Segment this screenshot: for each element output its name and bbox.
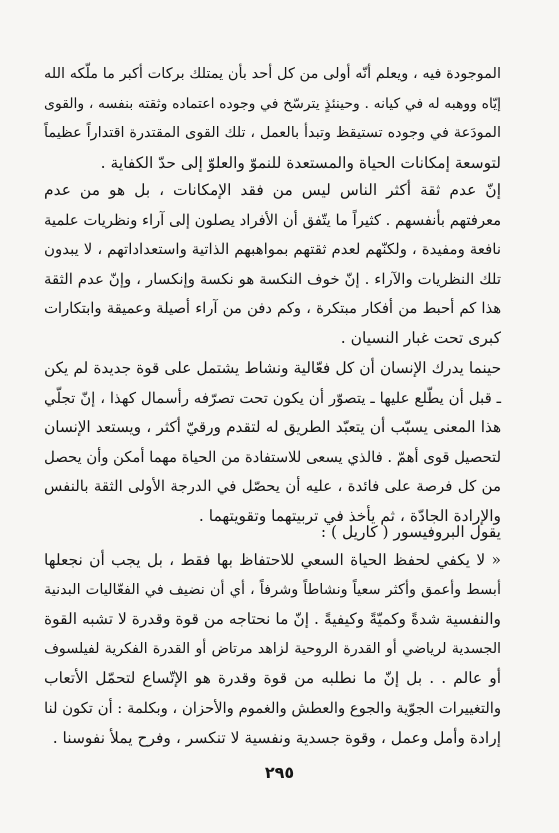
quotation [44, 546, 501, 753]
text-line: والنفسية شدةً وكميّةً وكيفيةً . إنّ ما نحتاجه من قوة وقدرة لا تشبه القوة [44, 610, 501, 629]
text-line: لتوسعة إمكانات الحياة والمستعدة للنموّ والعلوّ إلى حدّ الكفاية . [100, 153, 501, 172]
text-line: أبسط وأعمق وأكثر سعياً ونشاطاً وشرفاً ، أي أن نضيف في الفعّاليات البدنية [44, 581, 501, 598]
page-number: ٢٩٥ [264, 763, 295, 782]
paragraph-1 [44, 60, 501, 178]
text-line: ـ قبل أن يطّلع عليها ـ يتصوّر أن يكون تحت تصرّفه رأسمال كهذا ، إنّ تجلّي [44, 388, 501, 407]
text-line: إنّ عدم ثقة أكثر الناس ليس من فقد الإمكانات ، بل هو من عدم [44, 181, 501, 199]
text-line: هذا كم أحبط من أفكار مبتكرة ، وكم دفن من آراء أصيلة وعميقة وابتكارات [44, 300, 501, 318]
text-line: معرفتهم بأنفسهم . كثيراً ما يتّفق أن الأفراد يصلون إلى آراء ونظريات علمية [44, 211, 501, 229]
text-line: والإرادة الجادّة ، ثم يأخذ في تربيتهما وتقويتهما . [198, 506, 501, 525]
text-line: نافعة ومفيدة ، ولكنّهم لعدم ثقتهم بمواهبهم الذاتية واستعداداتهم ، لا يبدون [44, 240, 501, 259]
text-line: « لا يكفي لحفظ الحياة السعي للاحتفاظ بها فقط ، بل يجب أن نجعلها [44, 551, 501, 569]
text-line: كبرى تحت غبار النسيان . [340, 328, 501, 347]
text-line: والتغييرات الجوّية والجوع والعطش والغموم والأحزان ، وبكلمة : أن تكون لنا [44, 699, 501, 717]
paragraph-2 [44, 176, 501, 354]
paragraph-3 [44, 354, 501, 532]
text-line: المودَعة في وجوده تستيقظ وتبدأ بالعمل ، تلك القوى المقتدرة اقتداراً عظيماً [44, 125, 501, 142]
text-line: تلك النظريات والآراء . إنّ خوف النكسة هو نكسة وإنكسار ، وإنّ عدم الثقة [44, 269, 501, 288]
quote-intro [44, 518, 501, 548]
text-line: الموجودة فيه ، ويعلم أنّه أولى من كل أحد بأن يمتلك بركات أكبر ما ملّكه الله [44, 66, 501, 82]
text-line: الجسدية لرياضي أو القدرة الروحية لزاهد مرتاض أو القدرة الفكرية لفيلسوف [44, 640, 501, 657]
text-line: إرادة وأمل وعمل ، وقوة جسدية ونفسية لا تنكسر ، وفرح يملأ نفوسنا . [52, 728, 501, 747]
text-line: حينما يدرك الإنسان أن كل فعّالية ونشاط يشتمل على قوة جديدة لم يكن [44, 359, 501, 377]
text-line: هذا المعنى يسبّب أن يتعبّد الطريق له لتقدم ورقيّ أكثر ، ويستعد الإنسان [44, 418, 501, 437]
text-line: إيّاه ووهبه له في كيانه . وحينئذٍ يترسّخ في وجوده اعتماده وثقته بنفسه ، والقوى [44, 95, 501, 112]
text-line: يقول البروفيسور ( كاريل ) : [320, 523, 501, 541]
text-line: من كل فرصة على فائدة ، عليه أن يحصّل في الدرجة الأولى الثقة بالنفس [44, 477, 501, 496]
text-line: لتحصيل قوى أهمّ . فالذي يسعى للاستفادة من الحياة مهما أمكن وأن يحصل [44, 448, 501, 466]
text-line: أو عالم . . بل إنّ ما نطلبه من قوة وقدرة هو الإتّساع لتحمّل الأتعاب [44, 669, 501, 688]
